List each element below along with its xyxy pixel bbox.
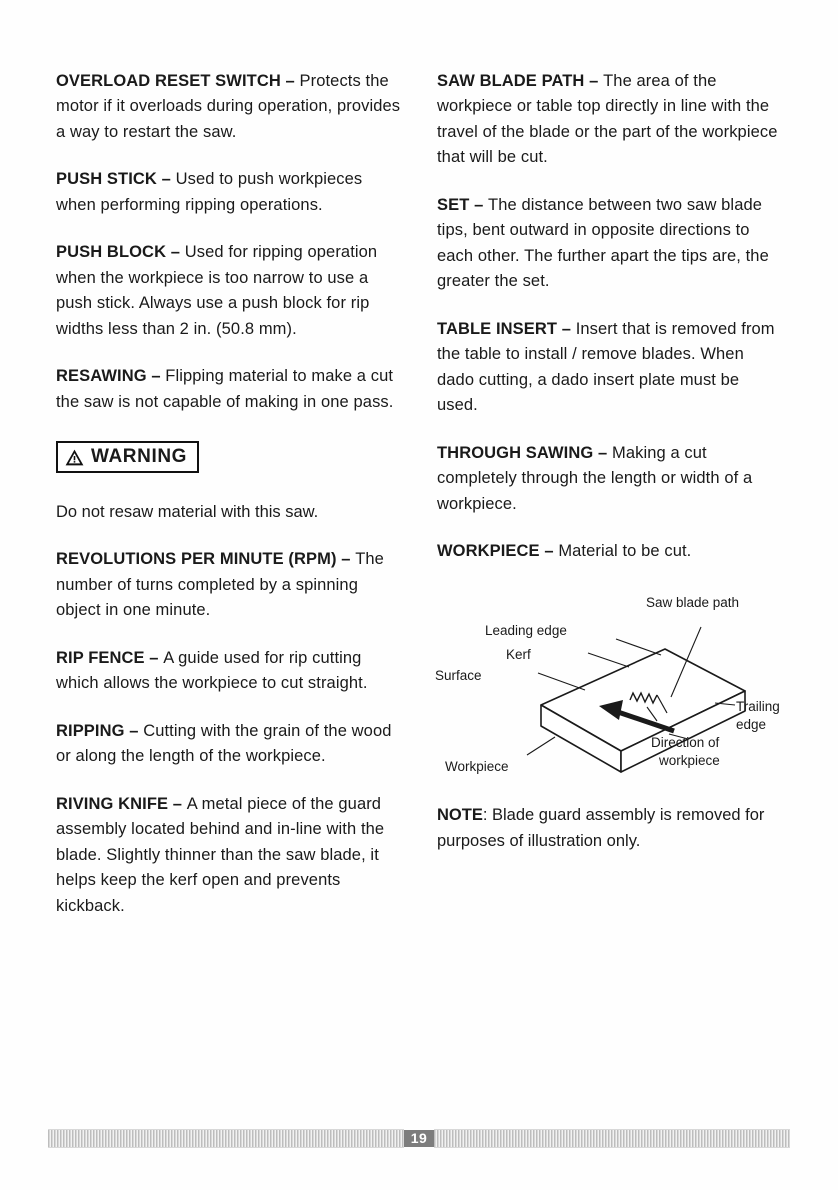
workpiece-diagram	[433, 587, 785, 787]
figure-label-saw-blade-path: Saw blade path	[646, 594, 740, 610]
glossary-definition: The area of the workpiece or table top directly in line with the travel of the blade or the part of the workpiece that will be cut.	[437, 71, 778, 166]
glossary-definition: Flipping material to make a cut the saw is not capable of making in one pass.	[56, 367, 394, 411]
glossary-entry	[56, 792, 401, 920]
glossary-definition: Material to be cut.	[558, 542, 692, 560]
glossary-dash: –	[557, 319, 576, 338]
glossary-entry	[56, 646, 401, 697]
right-column	[437, 52, 782, 941]
note-label: NOTE	[437, 806, 483, 824]
left-column	[56, 52, 401, 941]
glossary-dash: –	[156, 170, 176, 188]
glossary-entry	[437, 193, 782, 295]
glossary-definition: Used for ripping operation when the workpiece is too narrow to use a push stick. Always use a push block for rip widths less than 2 in. (50.8 mm).	[56, 243, 378, 338]
glossary-term: WORKPIECE	[437, 542, 540, 560]
glossary-dash: –	[144, 648, 164, 667]
glossary-term: RIVING KNIFE	[56, 794, 169, 813]
glossary-dash: –	[124, 721, 144, 740]
note-text	[437, 803, 782, 854]
glossary-dash: –	[584, 71, 604, 90]
warning-label: WARNING	[91, 446, 188, 467]
glossary-definition: Protects the motor if it overloads during operation, provides a way to restart the saw.	[56, 71, 401, 141]
glossary-term: RIP FENCE	[56, 648, 145, 667]
glossary-term: RIPPING	[56, 721, 125, 740]
figure-label-surface: Surface	[435, 667, 482, 683]
glossary-term: RESAWING	[56, 367, 147, 385]
glossary-dash: –	[469, 195, 489, 214]
glossary-definition: Making a cut completely through the length or width of a workpiece.	[437, 443, 753, 513]
glossary-dash: –	[146, 367, 166, 385]
footer-band-right	[434, 1129, 790, 1148]
glossary-definition: Used to push workpieces when performing ripping operations.	[56, 170, 363, 214]
glossary-definition: The number of turns completed by a spinning object in one minute.	[56, 550, 384, 619]
two-column-body	[56, 52, 782, 941]
glossary-entry	[56, 167, 401, 218]
glossary-entry	[437, 539, 782, 565]
figure-label-trailing-edge-1: Trailing	[736, 698, 780, 714]
warning-body-text: Do not resaw material with this saw.	[56, 502, 319, 521]
glossary-entry	[56, 364, 401, 415]
glossary-entry	[56, 69, 401, 146]
warning-triangle-icon	[65, 449, 84, 466]
glossary-dash: –	[280, 71, 300, 90]
glossary-term: TABLE INSERT	[437, 319, 558, 338]
glossary-term: SET	[437, 195, 470, 214]
glossary-dash: –	[539, 542, 559, 560]
page-number: 19	[404, 1130, 435, 1147]
figure-label-workpiece: Workpiece	[445, 758, 509, 774]
glossary-definition: A metal piece of the guard assembly located behind and in-line with the blade. Slightly thinner than the saw blade, it helps keep the kerf open and prevents kickback.	[56, 794, 385, 915]
figure-label-kerf: Kerf	[506, 646, 531, 662]
glossary-entry	[56, 547, 401, 624]
glossary-term: SAW BLADE PATH	[437, 71, 585, 90]
figure-label-direction-2: workpiece	[659, 752, 720, 768]
note-body: : Blade guard assembly is removed for purposes of illustration only.	[437, 806, 765, 850]
glossary-dash: –	[168, 794, 187, 813]
glossary-definition: The distance between two saw blade tips, bent outward in opposite directions to each other. The further apart the tips are, the greater the set.	[437, 195, 769, 290]
footer-band-left	[48, 1129, 404, 1148]
figure-label-direction-1: Direction of	[651, 734, 720, 750]
glossary-term: PUSH BLOCK	[56, 243, 167, 261]
warning-banner	[56, 441, 199, 473]
glossary-definition: Insert that is removed from the table to install / remove blades. When dado cutting, a dado insert plate must be used.	[437, 319, 775, 414]
figure-label-trailing-edge-2: edge	[736, 716, 767, 732]
glossary-term: REVOLUTIONS PER MINUTE (RPM)	[56, 550, 337, 568]
glossary-term: THROUGH SAWING	[437, 443, 594, 462]
page-footer	[48, 1128, 790, 1148]
glossary-entry	[56, 719, 401, 770]
glossary-entry	[437, 69, 782, 171]
glossary-dash: –	[593, 443, 612, 462]
glossary-term: OVERLOAD RESET SWITCH	[56, 71, 281, 90]
glossary-entry	[437, 441, 782, 518]
glossary-entry	[437, 317, 782, 419]
glossary-dash: –	[336, 550, 356, 568]
glossary-entry	[56, 240, 401, 342]
glossary-dash: –	[166, 243, 185, 261]
glossary-definition: A guide used for rip cutting which allows the workpiece to cut straight.	[56, 648, 368, 692]
glossary-definition: Cutting with the grain of the wood or along the length of the workpiece.	[56, 721, 392, 765]
glossary-term: PUSH STICK	[56, 170, 157, 188]
figure-label-leading-edge: Leading edge	[485, 622, 567, 638]
